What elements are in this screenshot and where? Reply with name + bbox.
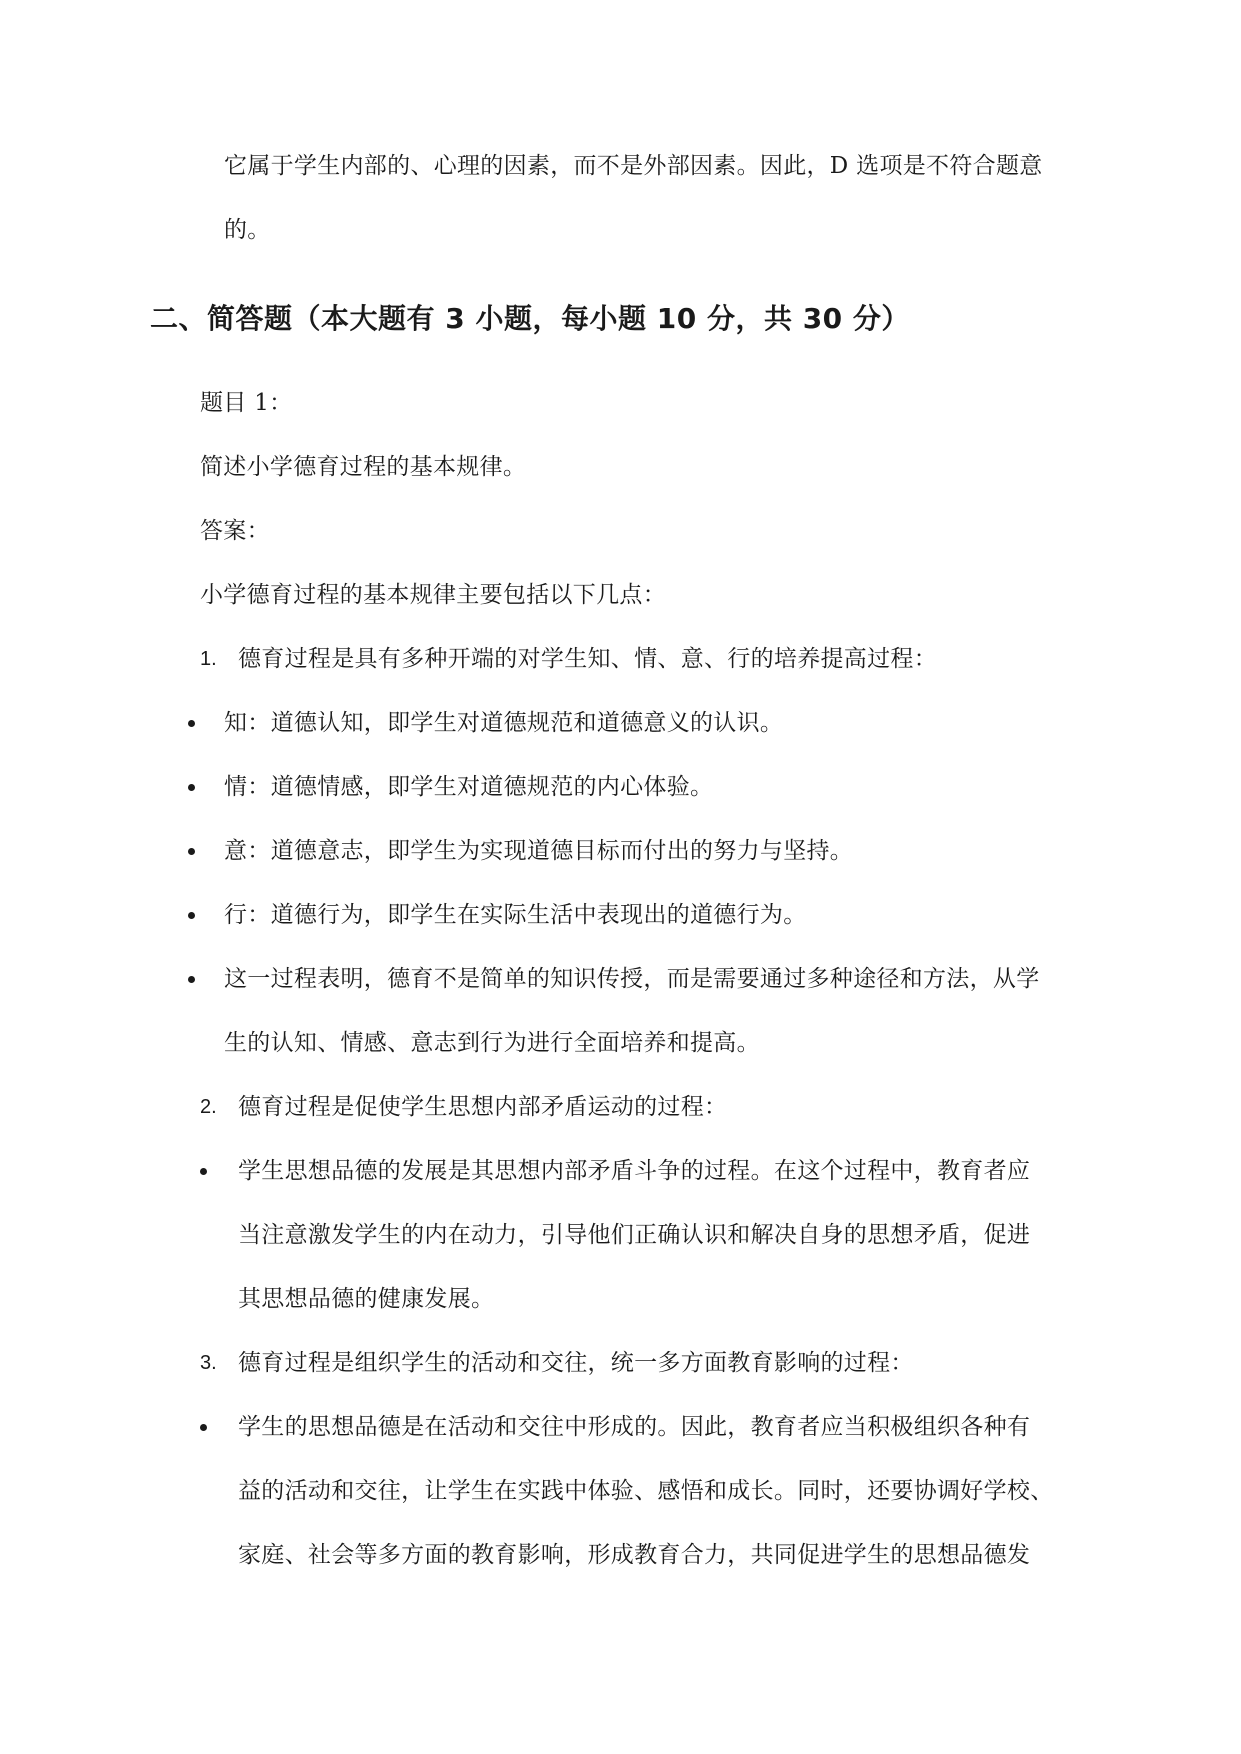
question-label: 题目 1： (200, 390, 293, 416)
bullet-icon (188, 848, 195, 855)
bullet-icon (200, 1424, 207, 1431)
bullet-text: 学生的思想品德是在活动和交往中形成的。因此，教育者应当积极组织各种有 (238, 1414, 1031, 1440)
bullet-text: 知：道德认知，即学生对道德规范和道德意义的认识。 (224, 710, 784, 736)
bullet-icon (188, 976, 195, 983)
bullet-text: 当注意激发学生的内在动力，引导他们正确认识和解决自身的思想矛盾，促进 (238, 1222, 1031, 1248)
list-item-title: 德育过程是组织学生的活动和交往，统一多方面教育影响的过程： (238, 1350, 914, 1376)
answer-label: 答案： (200, 518, 270, 544)
bullet-icon (200, 1168, 207, 1175)
list-number: 2. (200, 1096, 217, 1118)
bullet-text: 益的活动和交往，让学生在实践中体验、感悟和成长。同时，还要协调好学校、 (238, 1478, 1054, 1504)
list-item-title: 德育过程是具有多种开端的对学生知、情、意、行的培养提高过程： (238, 646, 937, 672)
bullet-icon (188, 784, 195, 791)
list-number: 3. (200, 1352, 217, 1374)
bullet-text: 意：道德意志，即学生为实现道德目标而付出的努力与坚持。 (224, 838, 854, 864)
bullet-text: 其思想品德的健康发展。 (238, 1286, 495, 1312)
answer-intro: 小学德育过程的基本规律主要包括以下几点： (200, 582, 666, 608)
bullet-text: 这一过程表明，德育不是简单的知识传授，而是需要通过多种途径和方法，从学 (224, 966, 1040, 992)
bullet-icon (188, 720, 195, 727)
bullet-text: 行：道德行为，即学生在实际生活中表现出的道德行为。 (224, 902, 807, 928)
bullet-text: 家庭、社会等多方面的教育影响，形成教育合力，共同促进学生的思想品德发 (238, 1542, 1031, 1568)
list-item-title: 德育过程是促使学生思想内部矛盾运动的过程： (238, 1094, 728, 1120)
section-heading: 二、简答题（本大题有 3 小题，每小题 10 分，共 30 分） (150, 302, 910, 335)
question-text: 简述小学德育过程的基本规律。 (200, 454, 527, 480)
bullet-icon (188, 912, 195, 919)
bullet-text: 生的认知、情感、意志到行为进行全面培养和提高。 (224, 1030, 760, 1056)
bullet-text: 情：道德情感，即学生对道德规范的内心体验。 (224, 774, 714, 800)
bullet-text: 学生思想品德的发展是其思想内部矛盾斗争的过程。在这个过程中，教育者应 (238, 1158, 1031, 1184)
continuation-line-2: 的。 (224, 217, 271, 243)
list-number: 1. (200, 648, 217, 670)
continuation-line-1: 它属于学生内部的、心理的因素，而不是外部因素。因此，D 选项是不符合题意 (224, 153, 1043, 179)
